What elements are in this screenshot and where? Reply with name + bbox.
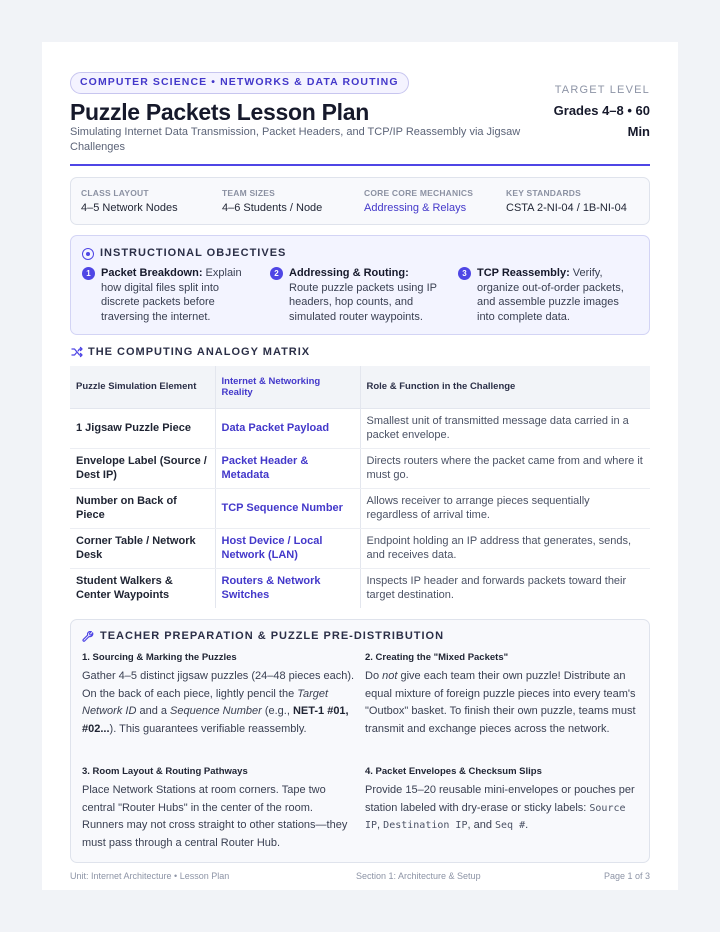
step-text-part: Gather 4–5 distinct jigsaw puzzles (24–48 pieces each). On the back of each piece, lightly pencil the <box>82 670 355 700</box>
table-cell: Inspects IP header and forwards packets toward their target destination. <box>366 575 627 602</box>
meta-core-mechanics <box>364 188 473 214</box>
objective-body: Explain how digital files split into discrete packets before traversing the internet. <box>101 267 242 323</box>
table-cell: Directs routers where the packet came from and where it must go. <box>360 448 650 488</box>
shuffle-icon <box>71 346 83 358</box>
meta-value: 4–6 Students / Node <box>222 202 323 214</box>
step-text-part: and a <box>136 705 171 717</box>
code-label: Source IP <box>365 802 626 831</box>
step-text <box>365 668 638 738</box>
table-header-row <box>70 366 650 408</box>
prep-step-4 <box>365 766 638 835</box>
meta-team-sizes <box>222 188 322 214</box>
table-cell: Endpoint holding an IP address that generates, sends, and receives data. <box>360 528 650 568</box>
objective-item <box>82 266 244 324</box>
step-text-strong: NET-1 #01, #02... <box>82 705 349 735</box>
page-content <box>70 42 650 890</box>
page-subtitle: Simulating Internet Data Transmission, Packet Headers, and TCP/IP Reassembly via Jigsaw Challenges <box>70 126 521 153</box>
step-text <box>82 668 355 738</box>
table-row <box>70 488 650 528</box>
column-header: Internet & Networking Reality <box>215 366 360 408</box>
prep-step-1 <box>82 652 355 738</box>
wrench-icon <box>82 631 94 643</box>
meta-value: 4–5 Network Nodes <box>81 202 178 214</box>
meta-label: CLASS LAYOUT <box>81 188 149 198</box>
table-row <box>70 568 650 608</box>
table-cell: 1 Jigsaw Puzzle Piece <box>70 408 215 448</box>
preparation-title: TEACHER PREPARATION & PUZZLE PRE-DISTRIBUTION <box>100 630 445 642</box>
step-text-emphasis: Sequence Number <box>170 705 262 717</box>
step-title: 2. Creating the "Mixed Packets" <box>365 652 509 663</box>
step-text-part: , <box>377 819 384 831</box>
objective-text <box>477 266 636 324</box>
table-row <box>70 528 650 568</box>
objectives-panel <box>70 235 650 335</box>
header-divider <box>70 164 650 166</box>
target-icon <box>82 248 94 260</box>
column-header: Role & Function in the Challenge <box>360 366 650 408</box>
objective-text <box>101 266 244 324</box>
step-text-part: ). This guarantees verifiable reassembly. <box>109 722 307 735</box>
table-cell: Smallest unit of transmitted message data carried in a packet envelope. <box>360 408 650 448</box>
table-cell: Packet Header & Metadata <box>215 448 360 488</box>
meta-label: TEAM SIZES <box>222 188 276 198</box>
objective-text <box>289 266 440 324</box>
analogy-matrix <box>70 366 650 608</box>
subject-pill: COMPUTER SCIENCE • NETWORKS & DATA ROUTING <box>70 72 409 94</box>
objective-item <box>270 266 440 324</box>
step-text-part: , and <box>467 819 495 831</box>
step-title: 1. Sourcing & Marking the Puzzles <box>82 652 237 663</box>
objective-head: TCP Reassembly: <box>477 267 570 279</box>
objective-head: Packet Breakdown: <box>101 267 203 279</box>
step-text-emphasis: Target Network ID <box>82 687 329 717</box>
table-cell: Data Packet Payload <box>215 408 360 448</box>
table-cell: Routers & Network Switches <box>215 568 360 608</box>
page-title: Puzzle Packets Lesson Plan <box>70 99 369 125</box>
step-text <box>365 782 638 835</box>
table-cell: Number on Back of Piece <box>70 488 215 528</box>
objective-number: 2 <box>270 267 283 280</box>
column-header: Puzzle Simulation Element <box>70 366 215 408</box>
step-text: Place Network Stations at room corners. Tape two central "Router Hubs" in the center of the room. Runners may not cross straight to other stations—they must pass through a central Router Hub. <box>82 784 348 849</box>
analogy-table <box>70 366 650 608</box>
table-cell: Host Device / Local Network (LAN) <box>215 528 360 568</box>
meta-strip <box>70 177 650 225</box>
table-cell: Envelope Label (Source / Dest IP) <box>70 448 215 488</box>
step-text-part: Provide 15–20 reusable mini-envelopes or pouches per station labeled with dry-erase or sticky labels: <box>365 784 635 814</box>
footer-section: Section 1: Architecture & Setup <box>356 871 481 881</box>
meta-value: Addressing & Relays <box>364 202 467 214</box>
meta-key-standards <box>506 188 627 214</box>
table-row <box>70 408 650 448</box>
step-text-part: give each team their own puzzle! Distribute an equal mixture of foreign puzzle pieces into every team's "Outbox" basket. To finish their own puzzle, teams must transmit and exchange pieces across the network. <box>365 670 636 735</box>
meta-label: CORE CORE MECHANICS <box>364 188 474 198</box>
table-cell: Allows receiver to arrange pieces sequentially regardless of arrival time. <box>360 488 650 528</box>
prep-step-3 <box>82 766 355 852</box>
preparation-panel <box>70 619 650 863</box>
objective-item <box>458 266 636 324</box>
prep-step-2 <box>365 652 638 738</box>
table-cell: TCP Sequence Number <box>215 488 360 528</box>
step-text-part: (e.g., <box>261 705 293 717</box>
objective-head: Addressing & Routing: <box>289 267 409 279</box>
step-text-emphasis: not <box>382 670 398 682</box>
step-text-part: . <box>525 819 529 831</box>
objectives-title: INSTRUCTIONAL OBJECTIVES <box>100 247 287 259</box>
footer-page-number: Page 1 of 3 <box>603 871 650 881</box>
objective-body: Route puzzle packets using IP headers, hop counts, and simulated router waypoints. <box>289 281 437 323</box>
lesson-plan-page <box>42 42 678 890</box>
code-label: Seq # <box>495 820 526 831</box>
table-row <box>70 448 650 488</box>
objective-body: Verify, organize out-of-order packets, and assemble puzzle images into complete data. <box>477 267 624 323</box>
table-cell: Corner Table / Network Desk <box>70 528 215 568</box>
meta-value: CSTA 2-NI-04 / 1B-NI-04 <box>506 202 627 214</box>
table-cell: Student Walkers & Center Waypoints <box>70 568 215 608</box>
code-label: Destination IP <box>383 820 468 831</box>
step-title: 3. Room Layout & Routing Pathways <box>82 766 248 777</box>
matrix-title: THE COMPUTING ANALOGY MATRIX <box>88 346 311 358</box>
target-level-value: Grades 4–8 • 60 Min <box>553 103 650 139</box>
footer-unit: Unit: Internet Architecture • Lesson Plan <box>70 871 230 881</box>
target-level-label: TARGET LEVEL <box>554 84 650 96</box>
objective-number: 1 <box>82 267 95 280</box>
meta-class-layout <box>81 188 178 214</box>
objective-number: 3 <box>458 267 471 280</box>
meta-label: KEY STANDARDS <box>506 188 582 198</box>
step-text-part: Do <box>365 670 383 682</box>
step-title: 4. Packet Envelopes & Checksum Slips <box>365 766 542 777</box>
